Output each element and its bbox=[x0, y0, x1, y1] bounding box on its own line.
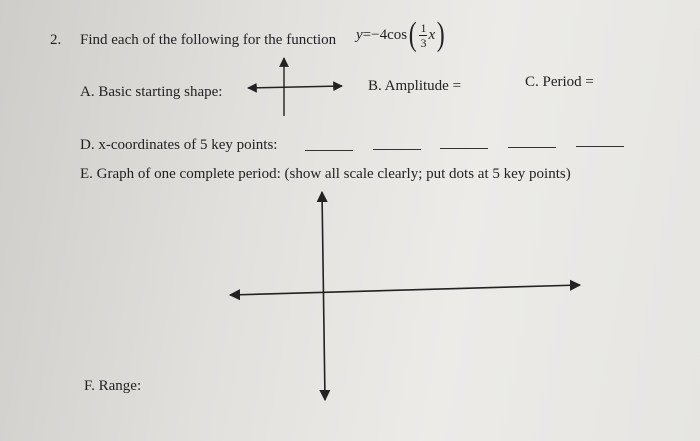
graph-y-axis bbox=[322, 192, 325, 400]
left-paren: ( bbox=[408, 16, 417, 53]
graph-x-axis bbox=[230, 285, 580, 295]
function-variable: x bbox=[428, 26, 436, 43]
part-a-label: A. Basic starting shape: bbox=[80, 84, 223, 100]
part-b-label: B. Amplitude = bbox=[368, 78, 462, 94]
problem-number: 2. bbox=[50, 32, 62, 48]
part-d-label: D. x-coordinates of 5 key points: bbox=[80, 137, 278, 153]
function-equals: = bbox=[362, 26, 372, 43]
part-e-label: E. Graph of one complete period: (show all scale clearly; put dots at 5 key points) bbox=[80, 166, 571, 182]
function-lhs: y bbox=[356, 26, 363, 43]
right-paren: ) bbox=[436, 16, 445, 53]
starting-shape-x-axis bbox=[248, 86, 342, 88]
graph-axes[interactable] bbox=[230, 192, 580, 400]
problem-prompt: Find each of the following for the function bbox=[80, 32, 337, 48]
fraction-denominator: 3 bbox=[420, 35, 427, 50]
starting-shape-axes bbox=[248, 58, 342, 116]
function-coefficient: −4cos bbox=[371, 26, 408, 43]
part-c-label: C. Period = bbox=[525, 74, 594, 90]
fraction-numerator: 1 bbox=[420, 20, 427, 35]
part-f-label: F. Range: bbox=[84, 378, 142, 394]
